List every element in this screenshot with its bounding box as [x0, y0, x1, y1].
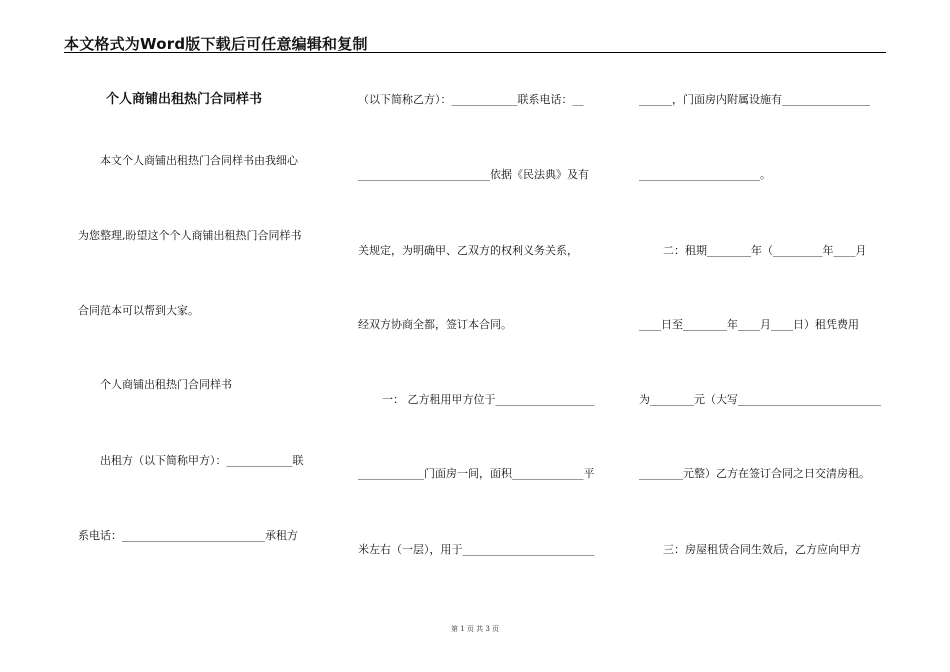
header-rule	[64, 52, 886, 53]
page-number-footer: 第 1 页 共 3 页	[450, 625, 500, 633]
text-line: 为您整理,盼望这个个人商铺出租热门合同样书	[78, 229, 302, 242]
text-line: 为________元（大写__________________________	[639, 393, 881, 406]
text-line: 系电话：__________________________承租方	[78, 529, 298, 542]
text-line: 米左右（一层），用于________________________	[358, 543, 595, 556]
text-line: ______，门面房内附属设施有________________	[639, 93, 870, 106]
contract-title: 个人商铺出租热门合同样书	[106, 92, 263, 107]
text-line: 经双方协商全都，签订本合同。	[358, 318, 512, 331]
text-line: 关规定，为明确甲、乙双方的权利义务关系，	[358, 244, 578, 257]
text-line: ____________门面房一间，面积_____________平	[358, 467, 595, 480]
document-header-title: 本文格式为Word版下载后可任意编辑和复制	[64, 35, 368, 53]
text-line: 个人商铺出租热门合同样书	[100, 378, 232, 391]
text-line: 三：房屋租赁合同生效后，乙方应向甲方	[663, 543, 861, 556]
text-line: （以下简称乙方）：____________联系电话：__	[358, 93, 584, 106]
text-line: ______________________。	[639, 168, 771, 181]
text-line: 一： 乙方租用甲方位于__________________	[382, 393, 595, 406]
text-line: ________________________依据《民法典》及有	[358, 168, 589, 181]
text-line: 本文个人商铺出租热门合同样书由我细心	[100, 154, 298, 167]
text-line: 合同范本可以帮到大家。	[78, 304, 199, 317]
text-line: ____日至________年____月____日）租凭费用	[639, 318, 859, 331]
text-line: ________元整）乙方在签订合同之日交清房租。	[639, 467, 870, 480]
text-line: 出租方（以下简称甲方）：____________联	[100, 454, 304, 467]
text-line: 二：租期________年（_________年____月	[663, 244, 867, 257]
